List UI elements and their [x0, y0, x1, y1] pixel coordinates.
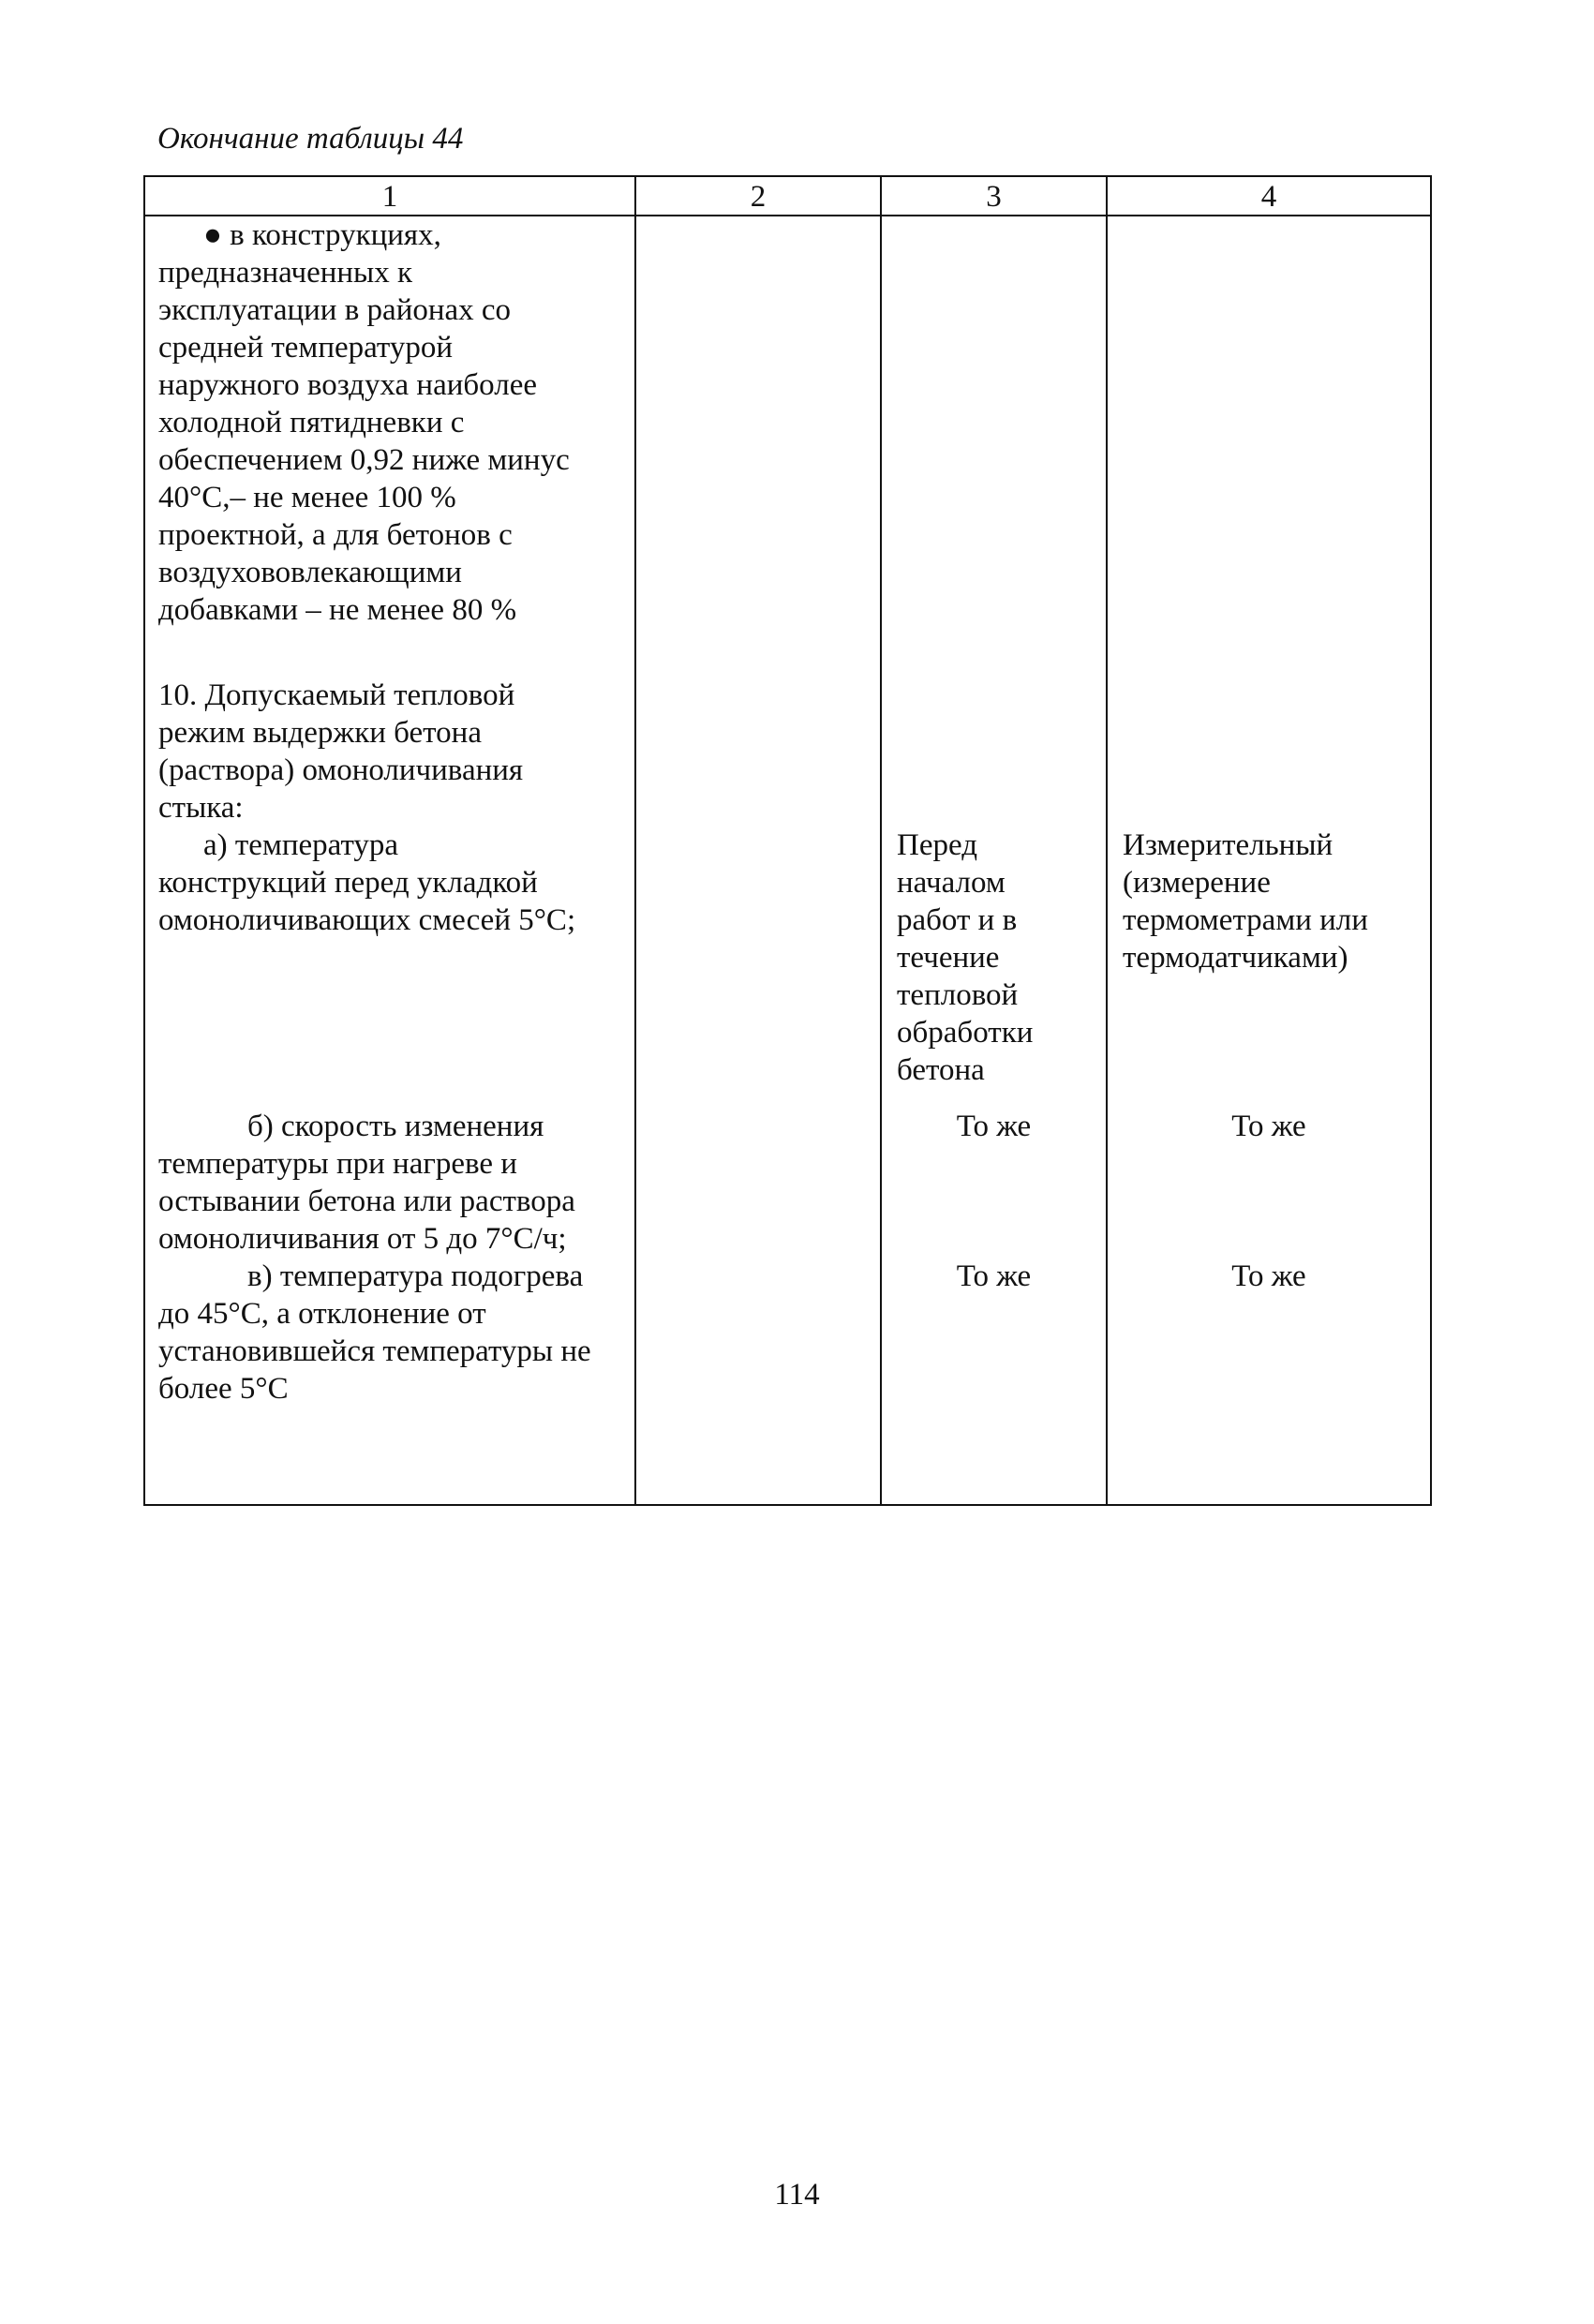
table-caption: Окончание таблицы 44 [157, 122, 464, 156]
table-cell-row3-col1: а) температура конструкций перед укладкой омоноличивающих смесей 5°С; [158, 828, 576, 937]
table-cell-row3-col3: Перед началом работ и в течение тепловой обработки бетона [897, 828, 1034, 1087]
table-cell-row4-col3: То же [956, 1110, 1032, 1143]
header-col-4: 4 [1260, 180, 1277, 214]
column-divider-2-3 [880, 177, 882, 1504]
page-number: 114 [774, 2178, 820, 2212]
column-divider-3-4 [1106, 177, 1108, 1504]
table-cell-row5-col4: То же [1231, 1259, 1306, 1293]
data-table [143, 175, 1432, 1506]
column-divider-1-2 [634, 177, 636, 1504]
table-cell-row4-col4: То же [1231, 1110, 1306, 1143]
table-cell-row4-col1: б) скорость изменения температуры при нагреве и остывании бетона или раствора омоноличивания от 5 до 7°С/ч; [158, 1110, 575, 1256]
table-cell-row3-col4: Измерительный (измерение термометрами или термодатчиками) [1123, 828, 1368, 975]
header-col-3: 3 [986, 180, 1002, 214]
table-cell-row1-col1: ● в конструкциях, предназначенных к эксплуатации в районах со средней температурой наружного воздуха наиболее холодной пятидневки с обеспечением 0,92 ниже минус 40°С,– не менее 100 % проектной, а для бетонов с воздухововлекающими добавками – не менее 80 % [158, 218, 570, 627]
table-cell-row5-col3: То же [956, 1259, 1032, 1293]
table-cell-row5-col1: в) температура подогрева до 45°С, а отклонение от установившейся температуры не более 5°С [158, 1259, 591, 1406]
header-col-1: 1 [381, 180, 398, 214]
table-cell-row2-col1: 10. Допускаемый тепловой режим выдержки бетона (раствора) омоноличивания стыка: [158, 678, 524, 825]
header-col-2: 2 [750, 180, 767, 214]
